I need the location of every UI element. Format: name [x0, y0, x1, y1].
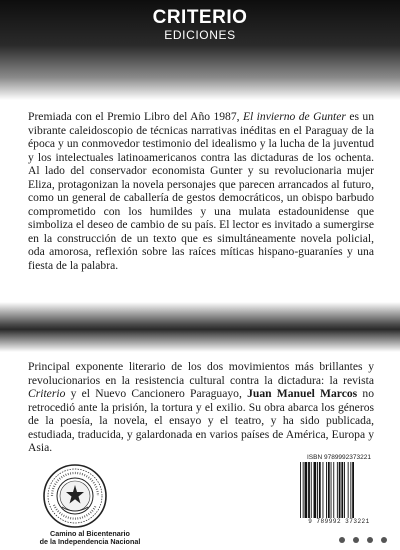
synopsis-text-start: Premiada con el Premio Libro del Año 1987,	[28, 110, 243, 123]
divider-band	[0, 302, 400, 352]
barcode-block	[298, 454, 380, 526]
seal-caption	[30, 530, 150, 547]
isbn-label: ISBN 9789992373221	[307, 454, 371, 461]
republic-seal-icon	[42, 463, 108, 529]
magazine-title: Criterio	[28, 387, 66, 400]
print-marks-icon	[336, 533, 390, 547]
book-title: El invierno de Gunter	[242, 110, 346, 123]
barcode-icon	[298, 462, 380, 518]
author-bio-paragraph	[28, 360, 374, 455]
bio-text-start: Principal exponente literario de los dos movimientos más brillantes y revolucionarios en la resistencia cultural contra la dictadura: la revista	[28, 360, 374, 387]
synopsis-paragraph	[28, 110, 374, 272]
author-name: Juan Manuel Marcos	[247, 387, 358, 400]
publisher-subname: EDICIONES	[164, 28, 236, 42]
bio-text-end: no retrocedió ante la prisión, la tortura y el exilio. Su obra abarca los géneros de la poesía, la novela, el ensayo y el teatro, y ha sido publicada, estudiada, traducida, y galardonada en varios países de América, Europa y Asia.	[28, 387, 374, 454]
seal-caption-line1: Camino al Bicentenario	[50, 529, 130, 538]
bio-text-middle: y el Nuevo Cancionero Paraguayo,	[65, 387, 248, 400]
seal-caption-line2: de la Independencia Nacional	[39, 537, 141, 547]
synopsis-text-rest: es un vibrante caleidoscopio de técnicas narrativas inéditas en el Paraguay de la época y un conmovedor testimonio del idealismo y la lucha de la juventud y los intelectuales latinoamericanos contra las dictaduras de los ochenta. Al lado del conservador economista Gunter y su revolucionaria mujer Eliza, protagonizan la novela personajes que parecen arrancados al futuro, como un general de caballería de gestos democráticos, un obispo barbudo comprometido con los humildes y una mulata estadounidense que simboliza el deseo de cambio de su país. El lector es invitado a sumergirse en la construcción de un texto que es simultáneamente novela policial, oda amorosa, reflexión sobre las raíces míticas hispano-guaraníes y una fiesta de la palabra.	[28, 110, 374, 272]
barcode-digits: 9 789992 373221	[308, 518, 370, 525]
publisher-logo	[0, 8, 400, 42]
publisher-name: CRITERIO	[152, 7, 248, 28]
